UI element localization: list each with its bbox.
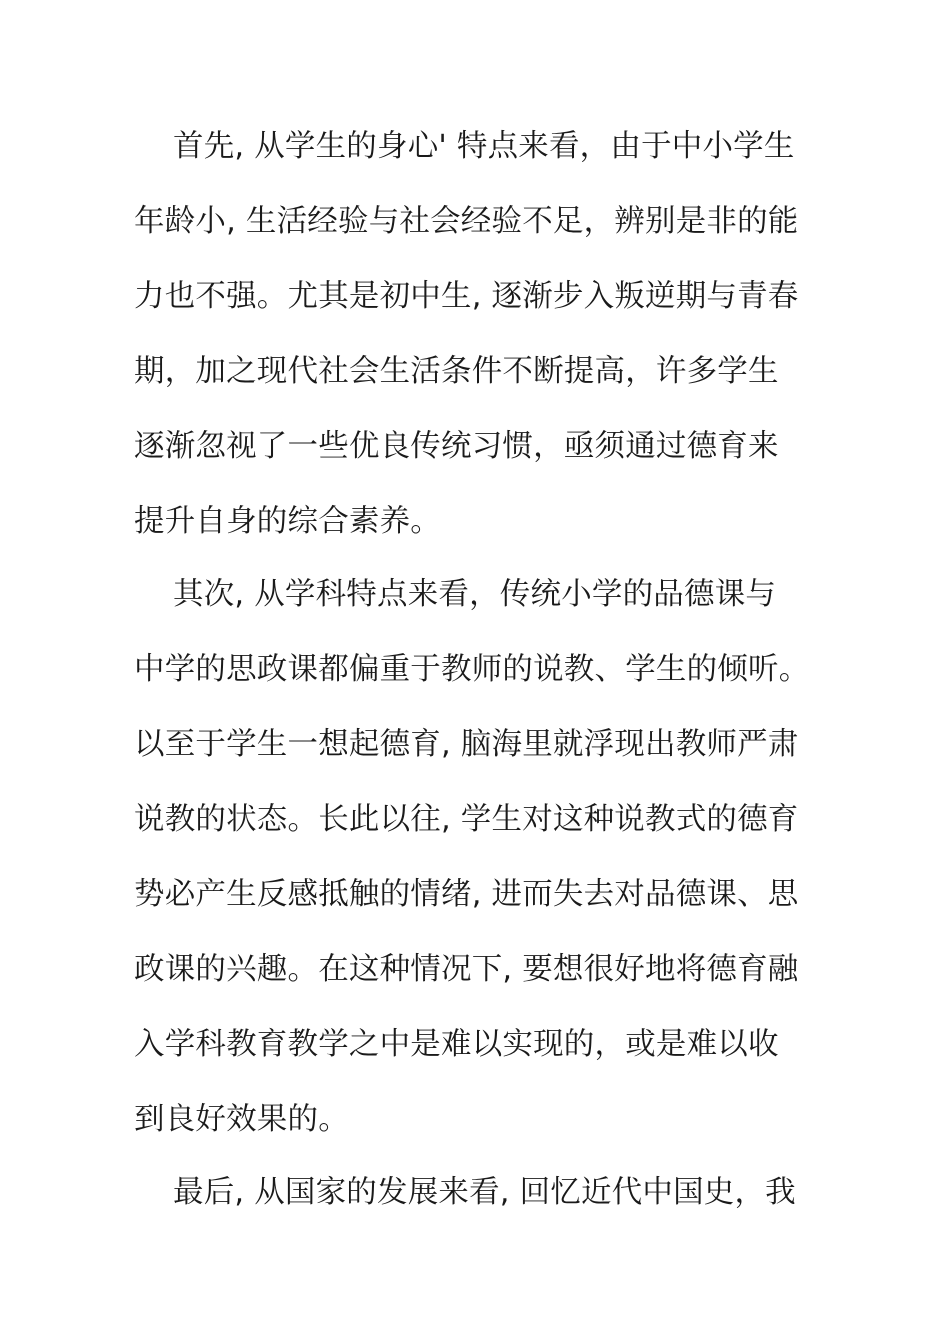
- paragraph-1-line-6: 提升自身的综合素养。: [134, 504, 441, 539]
- paragraph-1-line-3: 力也不强。尤其是初中生, 逐渐步入叛逆期与青春: [134, 279, 799, 314]
- paragraph-1-line-4: 期，加之现代社会生活条件不断提高，许多学生: [134, 354, 779, 389]
- paragraph-1-line-1: 首先, 从学生的身心' 特点来看，由于中小学生: [173, 129, 795, 164]
- paragraph-2-line-5: 势必产生反感抵触的情绪, 进而失去对品德课、思: [134, 877, 799, 912]
- paragraph-1-line-2: 年龄小, 生活经验与社会经验不足，辨别是非的能: [134, 204, 799, 239]
- paragraph-3-line-1: 最后, 从国家的发展来看, 回忆近代中国史，我: [173, 1175, 796, 1210]
- paragraph-2-line-6: 政课的兴趣。在这种情况下, 要想很好地将德育融: [134, 952, 799, 987]
- paragraph-2-line-3: 以至于学生一想起德育, 脑海里就浮现出教师严肃: [134, 727, 799, 762]
- paragraph-2-line-1: 其次, 从学科特点来看，传统小学的品德课与: [173, 577, 777, 612]
- paragraph-2-line-4: 说教的状态。长此以往, 学生对这种说教式的德育: [134, 802, 799, 837]
- paragraph-1-line-5: 逐渐忽视了一些优良传统习惯，亟须通过德育来: [134, 429, 779, 464]
- paragraph-2-line-2: 中学的思政课都偏重于教师的说教、学生的倾听。: [134, 652, 810, 687]
- paragraph-2-line-8: 到良好效果的。: [134, 1102, 349, 1137]
- paragraph-2-line-7: 入学科教育教学之中是难以实现的，或是难以收: [134, 1027, 779, 1062]
